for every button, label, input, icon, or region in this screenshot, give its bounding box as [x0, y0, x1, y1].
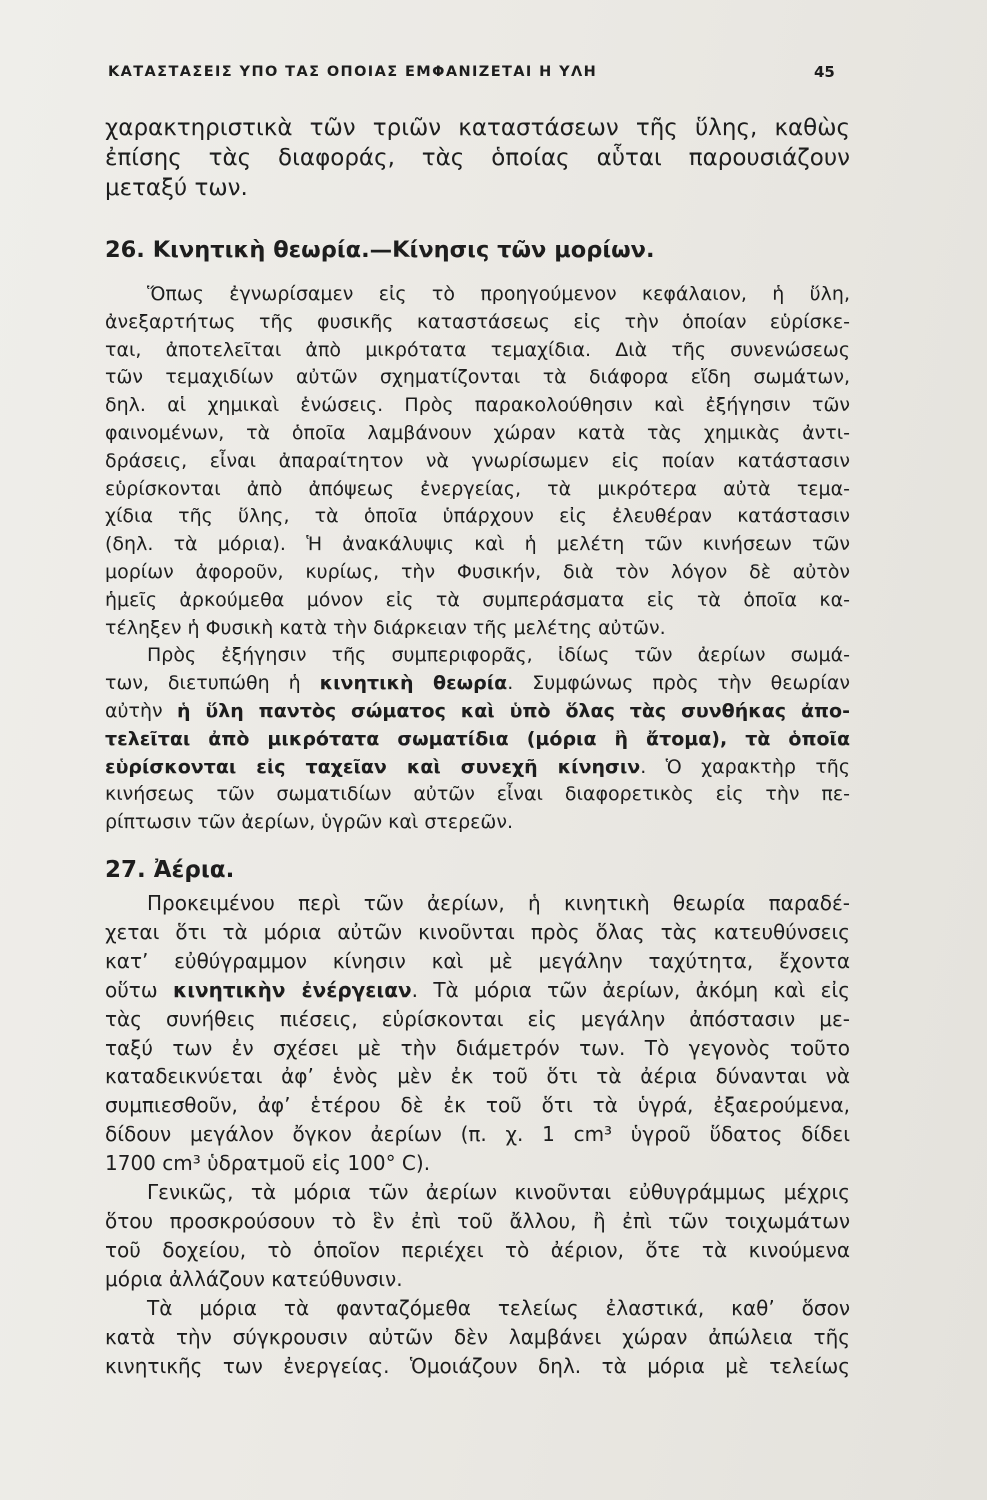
text-line: κατ’ εὐθύγραμμον κίνησιν καὶ μὲ μεγάλην ταχύτητα, ἔχοντα — [105, 948, 850, 973]
text-line: (δηλ. τὰ μόρια). Ἡ ἀνακάλυψις καὶ ἡ μελέτη τῶν κινήσεων τῶν — [105, 533, 850, 556]
text-line: μόρια ἀλλάζουν κατεύθυνσιν. — [105, 1266, 403, 1291]
text-line: Πρὸς ἐξήγησιν τῆς συμπεριφορᾶς, ἰδίως τῶν ἀερίων σωμά- — [147, 644, 850, 667]
bold-term: εὑρίσκονται εἰς ταχεῖαν καὶ συνεχῆ κίνησιν — [105, 755, 641, 778]
bold-term: ἡ ὕλη παντὸς σώματος καὶ ὑπὸ ὅλας τὰς συνθήκας ἀπο- — [176, 699, 850, 722]
text-line: εὑρίσκονται ἀπὸ ἀπόψεως ἐνεργείας, τὰ μικρότερα αὐτὰ τεμα- — [105, 477, 850, 500]
text-segment: των, διετυπώθη ἡ — [105, 672, 320, 695]
text-line: ρίπτωσιν τῶν ἀερίων, ὑγρῶν καὶ στερεῶν. — [105, 811, 513, 834]
text-line: ταξύ των ἐν σχέσει μὲ τὴν διάμετρόν των. Τὸ γεγονὸς τοῦτο — [105, 1035, 850, 1060]
text-line: δράσεις, εἶναι ἀπαραίτητον νὰ γνωρίσωμεν εἰς ποίαν κατάστασιν — [105, 449, 850, 472]
text-line: 1700 cm³ ὑδρατμοῦ εἰς 100° C). — [105, 1151, 431, 1176]
text-line: ἀνεξαρτήτως τῆς φυσικῆς καταστάσεως εἰς τὴν ὁποίαν εὑρίσκε- — [105, 310, 850, 333]
text-line: χίδια τῆς ὕλης, τὰ ὁποῖα ὑπάρχουν εἰς ἐλευθέραν κατάστασιν — [105, 505, 850, 528]
text-line: ἐπίσης τὰς διαφοράς, τὰς ὁποίας αὗται παρουσιάζουν — [105, 145, 850, 171]
section-26-body — [105, 281, 850, 837]
text-line: χαρακτηριστικὰ τῶν τριῶν καταστάσεων τῆς ὕλης, καθὼς — [105, 115, 850, 141]
text-line: Προκειμένου περὶ τῶν ἀερίων, ἡ κινητικὴ θεωρία παραδέ- — [147, 891, 850, 915]
text-line: καταδεικνύεται ἀφ’ ἑνὸς μὲν ἐκ τοῦ ὅτι τὰ ἀέρια δύνανται νὰ — [105, 1064, 850, 1089]
running-head-title: ΚΑΤΑΣΤΑΣΕΙΣ ΥΠΟ ΤΑΣ ΟΠΟΙΑΣ ΕΜΦΑΝΙΖΕΤΑΙ Η ΥΛΗ — [108, 64, 598, 80]
text-line: μορίων ἀφοροῦν, κυρίως, τὴν Φυσικήν, διὰ τὸν λόγον δὲ αὐτὸν — [105, 560, 850, 583]
text-segment: οὕτω — [105, 977, 173, 1002]
text-line: κατὰ τὴν σύγκρουσιν αὐτῶν δὲν λαμβάνει χώραν ἀπώλεια τῆς — [105, 1324, 850, 1349]
text-line — [105, 976, 850, 1005]
text-line: τοῦ δοχείου, τὸ ὁποῖον περιέχει τὸ ἀέριον, ὅτε τὰ κινούμενα — [105, 1237, 850, 1262]
text-line: ται, ἀποτελεῖται ἀπὸ μικρότατα τεμαχίδια. Διὰ τῆς συνενώσεως — [105, 338, 850, 361]
page-number: 45 — [814, 63, 835, 81]
text-line: τῶν τεμαχιδίων αὐτῶν σχηματίζονται τὰ διάφορα εἴδη σωμάτων, — [105, 366, 850, 389]
text-line: ἡμεῖς ἀρκούμεθα μόνον εἰς τὰ συμπεράσματα εἰς τὰ ὁποῖα κα- — [105, 588, 850, 611]
text-line: τελεῖται ἀπὸ μικρότατα σωματίδια (μόρια ἢ ἄτομα), τὰ ὁποῖα — [105, 727, 850, 750]
section-27-body — [105, 889, 850, 1380]
text-line: δίδουν μεγάλον ὄγκον ἀερίων (π. χ. 1 cm³ ὑγροῦ ὕδατος δίδει — [105, 1122, 850, 1147]
section-heading: 27. Ἀέρια. — [105, 857, 235, 883]
text-line — [105, 670, 850, 698]
text-line: ὅτου προσκρούσουν τὸ ἓν ἐπὶ τοῦ ἄλλου, ἢ ἐπὶ τῶν τοιχωμάτων — [105, 1208, 850, 1233]
bold-term: κινητικὴν ἐνέργειαν — [172, 977, 412, 1002]
text-line: κινητικῆς των ἐνεργείας. Ὁμοιάζουν δηλ. τὰ μόρια μὲ τελείως — [105, 1353, 850, 1378]
section-heading: 26. Κινητικὴ θεωρία.—Κίνησις τῶν μορίων. — [105, 237, 655, 263]
text-segment: . Συμφώνως πρὸς τὴν θεωρίαν — [507, 672, 851, 695]
text-line: Γενικῶς, τὰ μόρια τῶν ἀερίων κινοῦνται εὐθυγράμμως μέχρις — [147, 1180, 850, 1205]
text-line: δηλ. αἱ χημικαὶ ἑνώσεις. Πρὸς παρακολούθησιν καὶ ἐξήγησιν τῶν — [105, 394, 850, 417]
text-line: χεται ὅτι τὰ μόρια αὐτῶν κινοῦνται πρὸς ὅλας τὰς κατευθύνσεις — [105, 919, 850, 944]
text-segment: αὐτὴν — [105, 699, 177, 722]
text-line: Ὅπως ἐγνωρίσαμεν εἰς τὸ προηγούμενον κεφάλαιον, ἡ ὕλη, — [147, 283, 850, 305]
text-segment: . Ὁ χαρακτὴρ τῆς — [640, 755, 851, 778]
text-line: τέληξεν ἡ Φυσικὴ κατὰ τὴν διάρκειαν τῆς μελέτης αὐτῶν. — [105, 616, 666, 639]
text-line: φαινομένων, τὰ ὁποῖα λαμβάνουν χώραν κατὰ τὰς χημικὰς ἀντι- — [105, 421, 850, 444]
text-segment: . Τὰ μόρια τῶν ἀερίων, ἀκόμη καὶ εἰς — [411, 977, 850, 1002]
bold-term: κινητικὴ θεωρία — [319, 672, 508, 695]
text-line — [105, 698, 850, 726]
text-line: κινήσεως τῶν σωματιδίων αὐτῶν εἶναι διαφορετικὸς εἰς τὴν πε- — [105, 783, 850, 806]
text-line: Τὰ μόρια τὰ φανταζόμεθα τελείως ἐλαστικά, καθ’ ὅσον — [147, 1295, 850, 1320]
text-line: τὰς συνήθεις πιέσεις, εὑρίσκονται εἰς μεγάλην ἀπόστασιν με- — [105, 1006, 850, 1031]
continued-paragraph — [105, 113, 850, 203]
text-line: συμπιεσθοῦν, ἀφ’ ἑτέρου δὲ ἐκ τοῦ ὅτι τὰ ὑγρά, ἐξαερούμενα, — [105, 1093, 850, 1118]
text-line: μεταξύ των. — [105, 175, 248, 201]
text-line — [105, 754, 850, 782]
